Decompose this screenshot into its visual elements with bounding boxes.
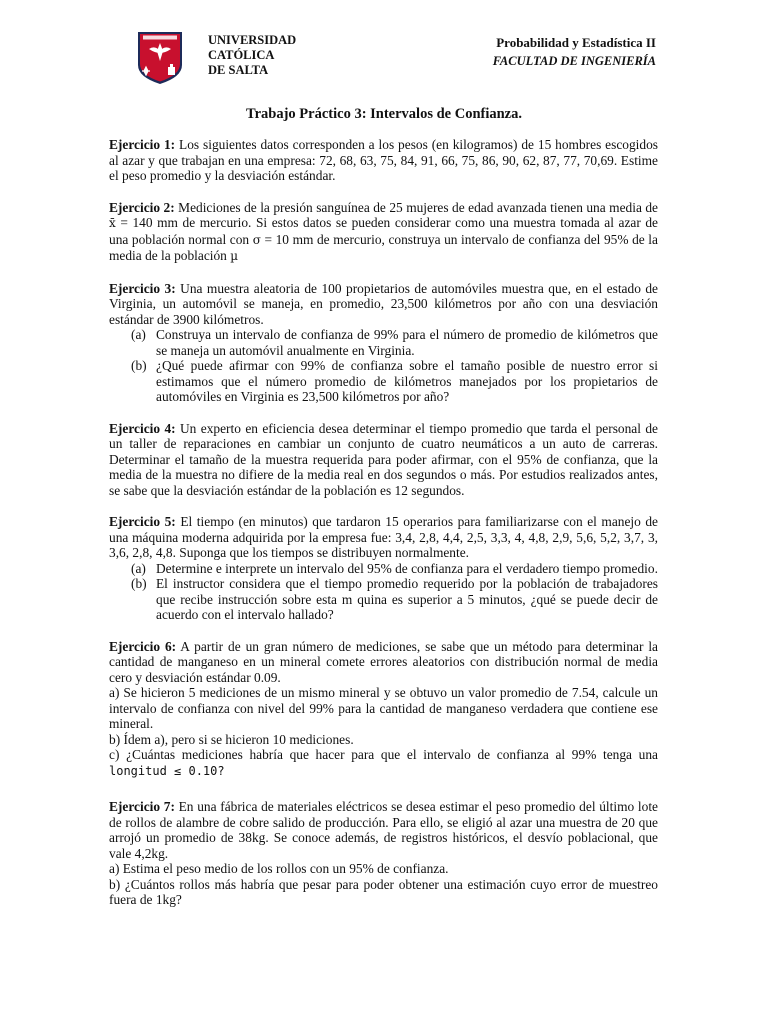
xbar-symbol: x̄ <box>109 216 116 230</box>
length-formula: longitud ≤ 0.10? <box>109 763 225 778</box>
university-name-line: DE SALTA <box>208 63 269 77</box>
exercise-text: = 140 mm de mercurio. Si estos datos se pueden considerar como una muestra tomada al azar de una población normal con <box>109 215 658 247</box>
exercise-label: Ejercicio 7: <box>109 799 175 814</box>
exercise-4 <box>109 421 658 499</box>
exercise-part-a: a) Se hicieron 5 mediciones de un mismo mineral y se obtuvo un valor promedio de 7.54, calcule un intervalo de confianza con nivel del 99% para la cantidad de manganeso verdadera que contiene ese mineral. <box>109 685 658 731</box>
sub-question-marker: (b) <box>131 576 147 591</box>
course-name: Probabilidad y Estadística II <box>496 35 656 50</box>
exercise-part-b: b) ¿Cuántos rollos más habría que pesar para poder obtener una estimación cuyo error de muestreo fuera de 1kg? <box>109 876 658 907</box>
document-title: Trabajo Práctico 3: Intervalos de Confianza. <box>246 106 522 122</box>
sub-question-text: Determine e interprete un intervalo del 95% de confianza para el verdadero tiempo promedio. <box>156 560 658 576</box>
university-name <box>208 33 296 78</box>
exercise-1 <box>109 137 658 184</box>
exercise-list <box>109 137 658 924</box>
exercise-label: Ejercicio 6: <box>109 638 177 654</box>
sub-question-text: Construya un intervalo de confianza de 99% para el número de promedio de kilómetros que se maneja un automóvil anualmente en Virginia. <box>156 327 658 358</box>
exercise-text: A partir de un gran número de mediciones, se sabe que un método para determinar la cantidad de manganeso en un mineral comete errores aleatorios con distribución normal de media cero y desviación estándar 0.09. <box>109 638 659 685</box>
university-logo <box>137 31 183 85</box>
sub-question-marker: (a) <box>131 327 146 342</box>
sub-question <box>109 358 658 405</box>
exercise-label: Ejercicio 1: <box>109 137 176 152</box>
university-name-line: UNIVERSIDAD <box>208 33 297 47</box>
exercise-6 <box>109 639 658 780</box>
exercise-label: Ejercicio 4: <box>109 420 176 436</box>
mu-symbol: µ <box>230 249 239 263</box>
exercise-text: Una muestra aleatoria de 100 propietarios de automóviles muestra que, en el estado de Virginia, un automóvil se maneja, en promedio, 23,500 kilómetros por año con una desviación estándar de 3900 kilómetros. <box>109 280 658 327</box>
exercise-label: Ejercicio 5: <box>109 514 176 529</box>
sub-question <box>109 561 658 577</box>
exercise-text: El tiempo (en minutos) que tardaron 15 operarios para familiarizarse con el manejo de una máquina moderna adquirida por la empresa fue: 3,4, 2,8, 4,4, 2,5, 3,3, 4, 4,8, 2,9, 5,6, 5,2, 3,7, 3, 3,6, 2,8, 4,8. Suponga que los tiempos se distribuyen normalmente. <box>109 514 658 560</box>
sub-question-list <box>109 327 658 405</box>
exercise-7 <box>109 799 658 908</box>
exercise-5 <box>109 514 658 623</box>
exercise-part-b: b) Ídem a), pero si se hicieron 10 mediciones. <box>109 731 354 747</box>
university-name-line: CATÓLICA <box>208 48 275 62</box>
exercise-text: = 10 mm de mercurio, construya un intervalo de confianza del 95% de la media de la población <box>109 231 658 263</box>
exercise-3 <box>109 281 658 405</box>
exercise-2 <box>109 200 658 265</box>
exercise-part-c: c) ¿Cuántas mediciones habría que hacer para que el intervalo de confianza al 99% tenga una <box>109 747 658 762</box>
exercise-label: Ejercicio 3: <box>109 280 176 296</box>
sub-question <box>109 327 658 358</box>
exercise-text: En una fábrica de materiales eléctricos se desea estimar el peso promedio del último lote de rollos de alambre de cobre salido de producción. Para ello, se eligió al azar una muestra de 20 que arrojó un promedio de 38kg. Se conoce además, de registros históricos, el desvío poblacional, que vale 4,2kg. <box>109 799 658 861</box>
sub-question-text: El instructor considera que el tiempo promedio requerido por la población de trabajadores que recibe instrucción sobre esta m quina es superior a 5 minutos, ¿qué se puede decir de acuerdo con el intervalo hallado? <box>156 576 658 622</box>
sub-question-list <box>109 561 658 623</box>
exercise-part-a: a) Estima el peso medio de los rollos con un 95% de confianza. <box>109 861 449 876</box>
exercise-label: Ejercicio 2: <box>109 199 175 215</box>
sub-question <box>109 576 658 623</box>
exercise-text: Mediciones de la presión sanguínea de 25 mujeres de edad avanzada tienen una media de <box>178 199 658 215</box>
exercise-text: Un experto en eficiencia desea determinar el tiempo promedio que tarda el personal de un taller de reparaciones en cambiar un conjunto de cuatro neumáticos a un auto de carreras. Determinar el tamaño de la muestra requerida para poder afirmar, con el 95% de confianza, que la media de la muestra no difiere de la media real en dos segundos o más. Por estudios realizados antes, se sabe que la desviación estándar de la población es 12 segundos. <box>109 420 658 498</box>
sub-question-marker: (a) <box>131 560 146 576</box>
sub-question-text: ¿Qué puede afirmar con 99% de confianza sobre el tamaño posible de nuestro error si estimamos que el número promedio de kilómetros manejados por los propietarios de automóviles en Virginia es 23,500 kilómetros por año? <box>156 358 658 404</box>
faculty-name: FACULTAD DE INGENIERÍA <box>492 54 656 68</box>
exercise-text: Los siguientes datos corresponden a los pesos (en kilogramos) de 15 hombres escogidos al azar y que trabajan en una empresa: 72, 68, 63, 75, 84, 91, 66, 75, 86, 90, 62, 87, 77, 70,69. Estime el peso promedio y la desviación estándar. <box>109 137 658 183</box>
sigma-symbol: σ <box>252 232 261 247</box>
sub-question-marker: (b) <box>131 358 147 373</box>
